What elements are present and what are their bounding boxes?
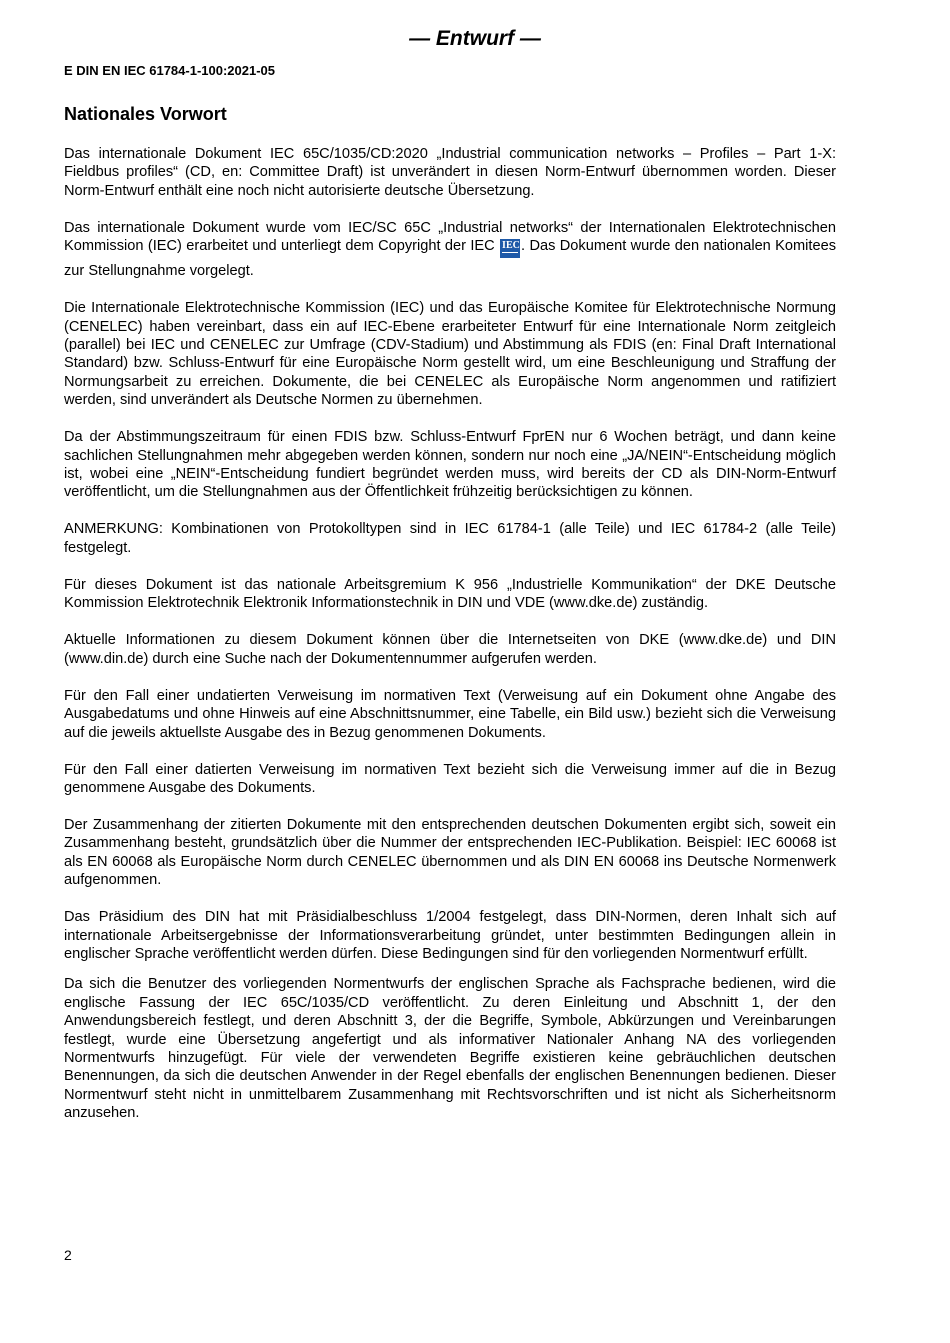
document-body xyxy=(64,145,836,1141)
paragraph-10: Der Zusammenhang der zitierten Dokumente mit den entsprechenden deutschen Dokumenten ergibt sich, soweit ein Zusammenhang besteht, grundsätzlich über die Nummer der entsprechenden IEC-Publikation. Beispiel: IEC 60068 ist als EN 60068 als Europäische Norm durch CENELEC übernommen und als DIN EN 60068 ins Deutsche Normenwerk aufgenommen. xyxy=(64,816,836,889)
paragraph-11: Das Präsidium des DIN hat mit Präsidialbeschluss 1/2004 festgelegt, dass DIN-Normen, deren Inhalt sich auf internationale Arbeitsergebnisse der Informationsverarbeitung gründet, unter bestimmten Bedingungen allein in englischer Sprache veröffentlicht werden dürfen. Diese Bedingungen sind für den vorliegenden Normentwurf erfüllt. xyxy=(64,909,836,962)
paragraph-2-text-end: . Das Dokument wurde den nationalen Komitees zur Stellungnahme vorgelegt. xyxy=(64,238,836,280)
paragraph-9: Für den Fall einer datierten Verweisung im normativen Text bezieht sich die Verweisung immer auf die in Bezug genommene Ausgabe des Dokuments. xyxy=(64,761,836,796)
paragraph-2-text-start: Das internationale Dokument wurde vom IEC/SC 65C „Industrial networks“ der Internationalen Elektrotechnischen Kommission (IEC) erarbeitet und unterliegt dem Copyright der IEC xyxy=(64,219,836,255)
draft-watermark-title: — Entwurf — xyxy=(409,27,541,50)
paragraph-6: Für dieses Dokument ist das nationale Arbeitsgremium K 956 „Industrielle Kommunikation“ der DKE Deutsche Kommission Elektrotechnik Elektronik Informationstechnik in DIN und VDE (www.dke.de) zuständig. xyxy=(64,576,836,612)
paragraph-4: Da der Abstimmungszeitraum für einen FDIS bzw. Schluss-Entwurf FprEN nur 6 Wochen beträgt, und dann keine sachlichen Stellungnahmen mehr abgegeben werden können, sondern nur noch eine „JA/NEIN“-Entscheidung möglich ist, wobei eine „NEIN“-Entscheidung fundiert begründet werden muss, wird bereits der CD als DIN-Norm-Entwurf veröffentlicht, um die Stellungnahmen aus der Öffentlichkeit frühzeitig berücksichtigen zu können. xyxy=(64,429,836,501)
paragraph-12: Da sich die Benutzer des vorliegenden Normentwurfs der englischen Sprache als Fachsprache bedienen, wird die englische Fassung der IEC 65C/1035/CD veröffentlicht. Zu deren Einleitung und Abschnitt 1, der den Anwendungsbereich festlegt, und deren Abschnitt 3, der die Begriffe, Symbole, Abkürzungen und Vereinbarungen festlegt, wurde eine Übersetzung angefertigt und als informativer Nationaler Anhang NA des vorliegenden Normentwurfs hinzugefügt. Für viele der verwendeten Begriffe existieren keine gebräuchlichen deutschen Benennungen, da sich die deutschen Anwender in der Regel ebenfalls der englischen Benennungen bedienen. Dieser Normentwurf steht nicht in unmittelbarem Zusammenhang mit Rechtsvorschriften und ist nicht als Sicherheitsnorm anzusehen. xyxy=(64,976,836,1122)
paragraph-7: Aktuelle Informationen zu diesem Dokument können über die Internetseiten von DKE (www.dke.de) und DIN (www.din.de) durch eine Suche nach der Dokumentennummer aufgerufen werden. xyxy=(64,632,836,667)
paragraph-2 xyxy=(64,219,836,281)
document-identifier: E DIN EN IEC 61784-1-100:2021-05 xyxy=(64,63,276,78)
note-paragraph: ANMERKUNG: Kombinationen von Protokolltypen sind in IEC 61784-1 (alle Teile) und IEC 61784-2 (alle Teile) festgelegt. xyxy=(64,521,836,556)
section-heading: Nationales Vorwort xyxy=(64,104,227,124)
paragraph-8: Für den Fall einer undatierten Verweisung im normativen Text (Verweisung auf ein Dokument ohne Angabe des Ausgabedatums und ohne Hinweis auf eine Abschnittsnummer, eine Tabelle, ein Bild usw.) bezieht sich die Verweisung auf die jeweils aktuellste Ausgabe des in Bezug genommenen Dokuments. xyxy=(64,687,836,741)
page-number: 2 xyxy=(64,1247,72,1263)
iec-logo-icon: IEC xyxy=(500,239,520,258)
paragraph-1: Das internationale Dokument IEC 65C/1035/CD:2020 „Industrial communication networks – Profiles – Part 1-X: Fieldbus profiles“ (CD, en: Committee Draft) ist unverändert in diesen Norm-Entwurf übernommen worden. Dieser Norm-Entwurf enthält eine noch nicht autorisierte deutsche Übersetzung. xyxy=(64,146,836,199)
paragraph-3: Die Internationale Elektrotechnische Kommission (IEC) und das Europäische Komitee für Elektrotechnische Normung (CENELEC) haben vereinbart, dass ein auf IEC-Ebene erarbeiteter Entwurf für eine Internationale Norm zeitgleich (parallel) bei IEC und CENELEC zur Umfrage (CDV-Stadium) und Abstimmung als FDIS (en: Final Draft International Standard) bzw. Schluss-Entwurf für eine Europäische Norm gestellt wird, um eine Beschleunigung und Straffung der Normungsarbeit zu erreichen. Dokumente, die bei CENELEC als Europäische Norm angenommen und ratifiziert werden, sind unverändert als Deutsche Normen zu übernehmen. xyxy=(64,300,836,409)
